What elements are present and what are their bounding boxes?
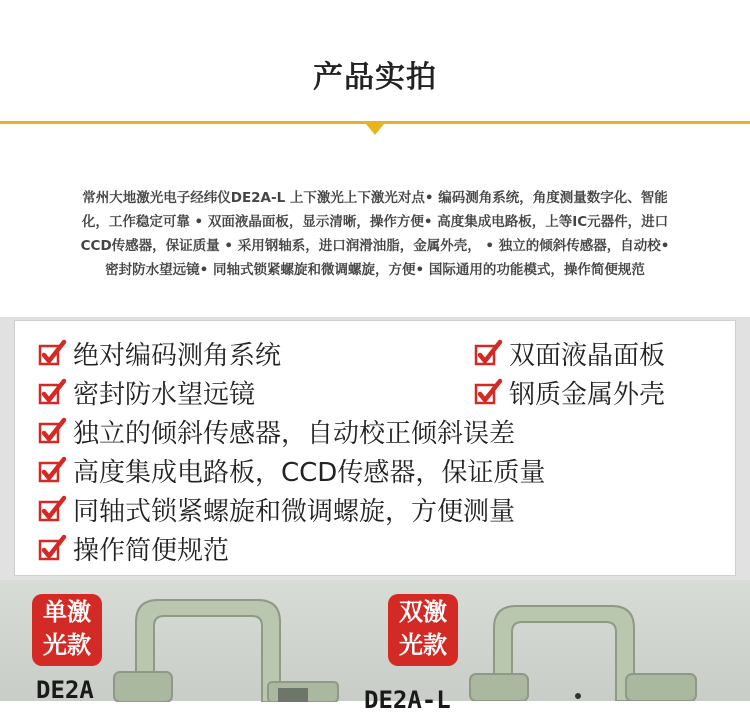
feature-item [473, 374, 665, 410]
theodolite-image [466, 600, 726, 701]
model-label: DE2A [36, 676, 94, 704]
check-icon [473, 377, 503, 407]
feature-label: 钢质金属外壳 [509, 379, 666, 410]
feature-label: 密封防水望远镜 [73, 379, 256, 410]
dual-laser-badge [388, 594, 458, 666]
feature-item [37, 452, 545, 488]
feature-label: 高度集成电路板，CCD传感器，保证质量 [73, 457, 546, 488]
product-photo-area [0, 580, 750, 714]
badge-line: 单激 [43, 598, 91, 626]
badge-line: 光款 [399, 631, 447, 659]
feature-label: 独立的倾斜传感器，自动校正倾斜误差 [73, 418, 516, 449]
single-laser-badge [32, 594, 102, 666]
feature-label: 操作简便规范 [73, 535, 230, 566]
check-icon [37, 455, 67, 485]
check-icon [473, 338, 503, 368]
check-icon [37, 377, 67, 407]
feature-label: 绝对编码测角系统 [73, 340, 282, 371]
feature-item [37, 413, 515, 449]
product-description: 常州大地激光电子经纬仪DE2A-L 上下激光上下激光对点• 编码测角系统，角度测量数字化、智能化，工作稳定可靠 • 双面液晶面板，显示清晰，操作方便• 高度集成电路板，上等IC元器件，进口CCD传感器，保证质量 • 采用钢轴系，进口润滑油脂，金属外壳， • 独立的倾斜传感器，自动校• 密封防水望远镜• 同轴式锁紧螺旋和微调螺旋，方便• 国际通用的功能模式，操作简便规范 [80, 190, 670, 278]
model-label: DE2A-L [364, 686, 451, 714]
page-title: 产品实拍 [313, 60, 437, 95]
feature-item [37, 491, 515, 527]
pointer-triangle-icon [366, 124, 384, 135]
feature-item [37, 335, 281, 371]
theodolite-image [108, 592, 348, 702]
badge-line: 光款 [43, 631, 91, 659]
badge-line: 双激 [399, 598, 447, 626]
check-icon [37, 533, 67, 563]
feature-label: 双面液晶面板 [509, 340, 666, 371]
check-icon [37, 338, 67, 368]
check-icon [37, 416, 67, 446]
feature-item [473, 335, 665, 371]
feature-panel [14, 320, 736, 576]
check-icon [37, 494, 67, 524]
feature-label: 同轴式锁紧螺旋和微调螺旋，方便测量 [73, 496, 516, 527]
feature-item [37, 530, 229, 566]
feature-item [37, 374, 255, 410]
